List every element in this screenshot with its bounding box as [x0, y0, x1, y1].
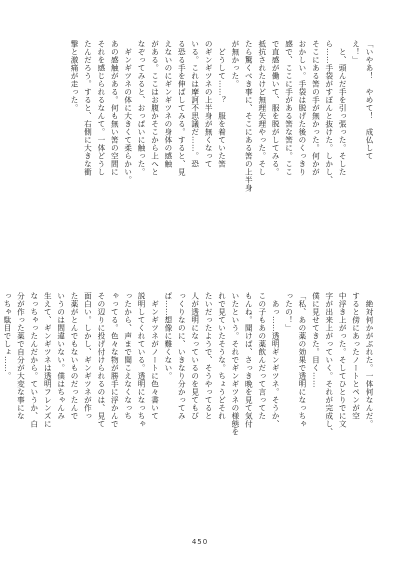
text-column: で直感が働いて、服を脱がしてみる。 — [271, 40, 281, 176]
text-column: おかしい。手袋は脱げた後のくっきり — [297, 40, 307, 176]
text-column: のギンギツネの上半身が無くなって — [204, 40, 214, 168]
text-column: もんね。聞けば、さっき晩を見て気付 — [244, 292, 254, 428]
text-column: ゃってる。色々な物が勝手に浮かんで — [110, 292, 120, 428]
text-column: 分が作った薬で自分が大変な事にな — [16, 292, 26, 420]
text-column: あの感触がある。何も無い筈の空間に — [110, 40, 120, 176]
text-column: 面白い。しかし、ギンギツネが作っ — [83, 292, 93, 420]
text-column: 中浮き上がった。そしてひとりでに文 — [338, 292, 348, 428]
lower-text-block — [3, 292, 376, 520]
text-column: たんだろう。すると、右側に大きな衝 — [83, 40, 93, 176]
text-column: と、頭んだ手を引っ張った。そした — [338, 40, 348, 176]
text-column: それを感じられるなんて。一体どうし — [96, 40, 106, 176]
text-column: ギンギツネの体に大きくて柔らかい。 — [123, 40, 133, 184]
text-column: たら驚くべき事に、そこにある筈の上半身 — [244, 40, 254, 192]
upper-text-block — [24, 40, 376, 272]
text-column: 人が透明になっているのを見てもび — [190, 292, 200, 420]
text-column: 絶対何かがぶれた。一体何なんだ。 — [365, 292, 374, 428]
text-column: 「私、あの薬の効果で透明になっちゃ — [297, 292, 307, 428]
text-column: る恐る手を伸ばしてみる。すると、見 — [177, 40, 187, 176]
text-column: いうのは間違いない。僕はちゃんみ — [56, 292, 66, 420]
text-column: 感で、ここに手がある筈な筈に。ここ — [284, 40, 294, 176]
text-column: 僕に見せてきた。目く…… — [311, 292, 321, 388]
text-column: 抵抗されたけど無理矢理やった。そし — [257, 40, 267, 176]
text-column: ったから、声まで聞こえなくなっち — [123, 292, 133, 420]
text-column: あっ……透明ギンギツネ。そうか、 — [271, 292, 281, 428]
text-column: 説明してくれている。透明になっちゃ — [137, 292, 147, 428]
text-column: え！」 — [351, 40, 361, 64]
text-column — [0, 292, 1, 520]
text-column: なっちゃったんだから。ていうか、白 — [29, 292, 39, 428]
text-column: っくりなのに、いきなり分かってみ — [177, 292, 187, 420]
text-column: 字が出来上がっていく。それが完成し、 — [324, 292, 334, 436]
text-column: ギンギツネがノートに色々書いて — [150, 292, 160, 420]
text-column: れで見ていたそうな。ちょうどそれ — [217, 292, 227, 420]
text-column: そこにある筈の手が無かった。何かが — [311, 40, 321, 176]
text-column: ら……手袋がすぽんと抜けた。しかし、 — [324, 40, 334, 184]
text-column: いたという。それでギンギツネの様態を — [230, 292, 240, 436]
text-column: がある。ここはお腹かそこから上へと — [150, 40, 160, 176]
text-column: この子もあの薬飲んだって言ってた — [257, 292, 267, 420]
page-number: 450 — [191, 538, 209, 546]
text-column: が無かった。 — [230, 40, 240, 88]
text-column: 「いやあ！ やめて！ 成仏して — [365, 40, 374, 160]
text-column: すると傍にあったノートとペンが空 — [351, 292, 361, 420]
text-column: ったの！」 — [284, 292, 294, 332]
text-column: その辺りに投げ付けられるのは、見て — [96, 292, 106, 428]
text-column: た薬がとんでもないものだったんで — [70, 292, 80, 420]
text-column: どうして……？ 服を着ていた筈 — [217, 40, 227, 168]
text-column: たいだったようで、そうやってると — [204, 292, 214, 420]
text-column: なぞってみると、おっぱいに触った。 — [137, 40, 147, 176]
text-column: っちゃ駄目でしょ……。 — [3, 292, 13, 380]
text-column: えないのにギンギツネの身体の感触 — [163, 40, 173, 168]
text-column: 撃と激痛が走った。 — [70, 40, 80, 112]
text-column: ば……想像に難くない。 — [163, 292, 173, 380]
text-column: 生えて、ギンギツネは透明フレンズに — [43, 292, 53, 428]
text-column: いる。これは摩訶不思議だ……。恐 — [190, 40, 200, 168]
